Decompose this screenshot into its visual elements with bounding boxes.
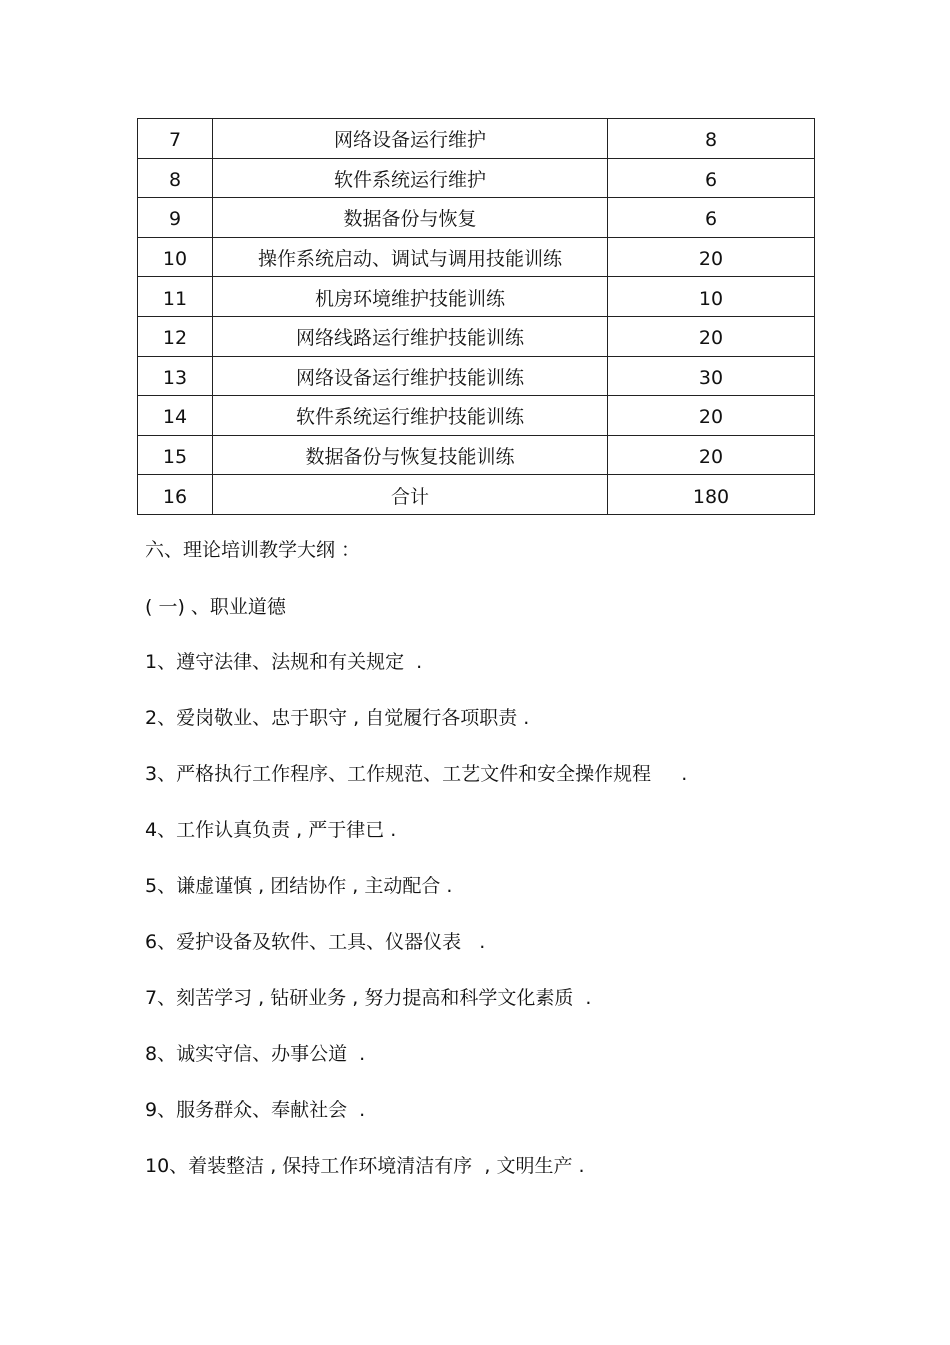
row-item: 网络线路运行维护技能训练 [213,316,608,356]
row-number: 7 [138,119,213,159]
training-hours-table [137,118,815,515]
row-number: 13 [138,356,213,396]
row-item: 网络设备运行维护技能训练 [213,356,608,396]
row-item: 数据备份与恢复 [213,198,608,238]
row-item: 数据备份与恢复技能训练 [213,435,608,475]
list-item: 3、严格执行工作程序、工作规范、工艺文件和安全操作规程 . [145,763,688,785]
row-hours: 8 [608,119,815,159]
table-row [138,198,815,238]
row-hours: 20 [608,396,815,436]
table-row-total [138,475,815,515]
row-hours: 20 [608,237,815,277]
table-row [138,277,815,317]
row-number: 8 [138,158,213,198]
row-number: 12 [138,316,213,356]
list-item: 9、服务群众、奉献社会 . [145,1099,366,1121]
row-number: 10 [138,237,213,277]
table-row [138,237,815,277]
ethics-list [145,650,687,1210]
table-row [138,119,815,159]
list-item: 8、诚实守信、办事公道 . [145,1043,366,1065]
row-number: 14 [138,396,213,436]
row-hours: 6 [608,198,815,238]
list-item: 7、刻苦学习 , 钻研业务 , 努力提高和科学文化素质 . [145,987,592,1009]
row-hours: 180 [608,475,815,515]
row-item: 合计 [213,475,608,515]
row-hours: 30 [608,356,815,396]
row-item: 软件系统运行维护技能训练 [213,396,608,436]
list-item: 1、遵守法律、法规和有关规定 . [145,651,423,673]
table-row [138,316,815,356]
row-item: 操作系统启动、调试与调用技能训练 [213,237,608,277]
section-title: 六、理论培训教学大纲 ： [145,539,361,561]
row-item: 机房环境维护技能训练 [213,277,608,317]
list-item: 6、爱护设备及软件、工具、仪器仪表 . [145,931,486,953]
row-number: 16 [138,475,213,515]
table-row [138,356,815,396]
list-item: 4、工作认真负责 , 严于律已 . [145,819,397,841]
row-number: 11 [138,277,213,317]
row-hours: 10 [608,277,815,317]
row-hours: 20 [608,316,815,356]
row-number: 9 [138,198,213,238]
table-row [138,158,815,198]
subsection-title: ( 一) 、职业道德 [145,596,286,618]
list-item: 2、爱岗敬业、忠于职守 , 自觉履行各项职责 . [145,707,530,729]
list-item: 10、着装整洁 , 保持工作环境清洁有序 , 文明生产 . [145,1155,585,1177]
table-row [138,435,815,475]
row-hours: 20 [608,435,815,475]
row-item: 软件系统运行维护 [213,158,608,198]
row-number: 15 [138,435,213,475]
row-hours: 6 [608,158,815,198]
table-row [138,396,815,436]
row-item: 网络设备运行维护 [213,119,608,159]
list-item: 5、谦虚谨慎 , 团结协作 , 主动配合 . [145,875,453,897]
